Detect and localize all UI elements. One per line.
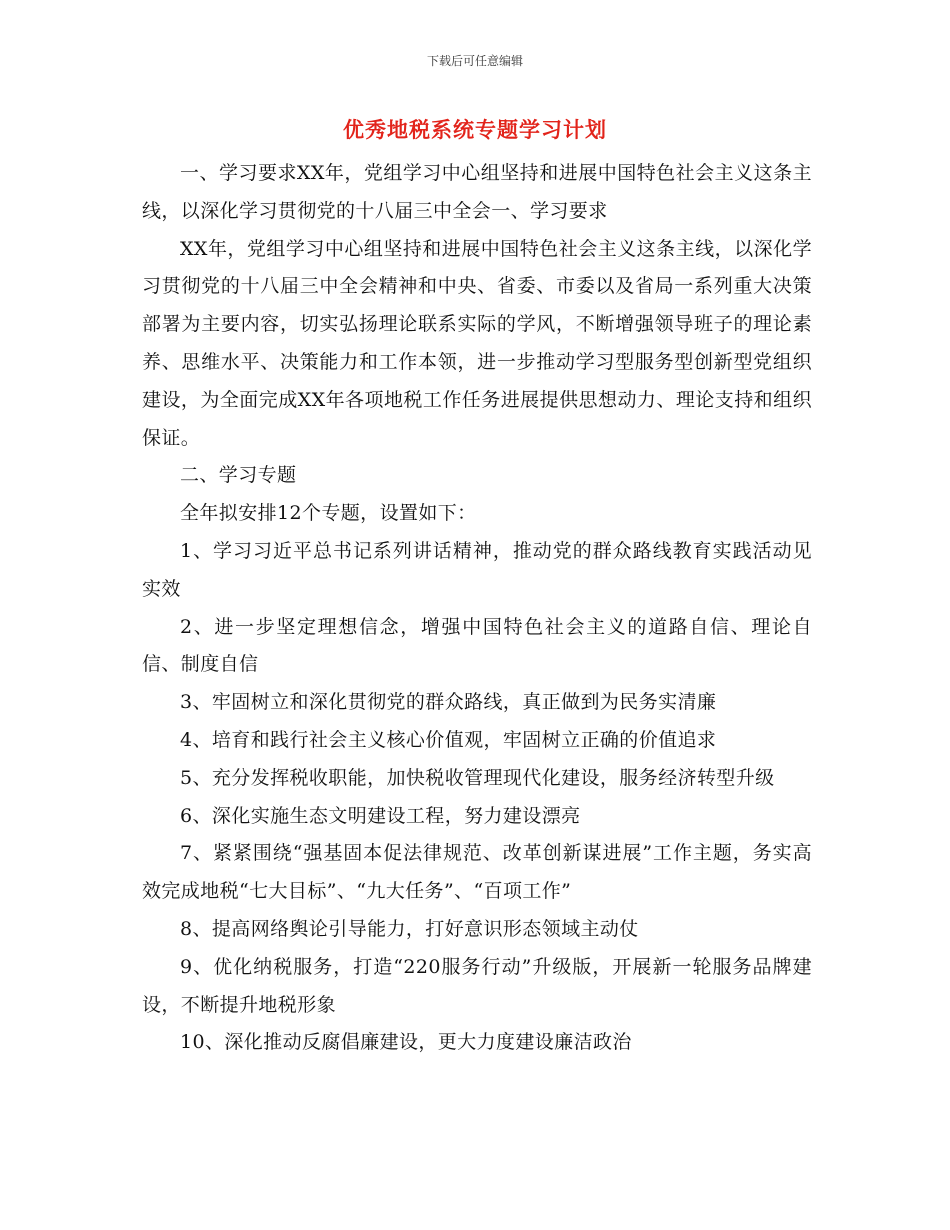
document-title: 优秀地税系统专题学习计划	[343, 117, 607, 142]
paragraph-4: 全年拟安排12个专题，设置如下：	[180, 502, 477, 525]
paragraph-11: 7、紧紧围绕“强基固本促法律规范、改革创新谋进展”工作主题，务实高效完成地税“七大目标”、“九大任务”、“百项工作”	[142, 842, 812, 903]
paragraph-10: 6、深化实施生态文明建设工程，努力建设漂亮	[180, 804, 581, 827]
paragraph-8: 4、培育和践行社会主义核心价值观，牢固树立正确的价值追求	[180, 728, 717, 751]
document-body	[142, 155, 812, 1062]
paragraph-9: 5、充分发挥税收职能，加快税收管理现代化建设，服务经济转型升级	[180, 766, 775, 789]
paragraph-14: 10、深化推动反腐倡廉建设，更大力度建设廉洁政治	[180, 1031, 632, 1054]
paragraph-7: 3、牢固树立和深化贯彻党的群众路线，真正做到为民务实清廉	[180, 691, 717, 714]
paragraph-13: 9、优化纳税服务，打造“220服务行动”升级版，开展新一轮服务品牌建设，不断提升地税形象	[142, 955, 812, 1016]
paragraph-5: 1、学习习近平总书记系列讲话精神，推动党的群众路线教育实践活动见实效	[142, 539, 812, 600]
paragraph-2: XX年，党组学习中心组坚持和进展中国特色社会主义这条主线，以深化学习贯彻党的十八届三中全会精神和中央、省委、市委以及省局一系列重大决策部署为主要内容，切实弘扬理论联系实际的学风，不断增强领导班子的理论素养、思维水平、决策能力和工作本领，进一步推动学习型服务型创新型党组织建设，为全面完成XX年各项地税工作任务进展提供思想动力、理论支持和组织保证。	[142, 237, 812, 449]
paragraph-3: 二、学习专题	[180, 464, 297, 487]
paragraph-6: 2、进一步坚定理想信念，增强中国特色社会主义的道路自信、理论自信、制度自信	[142, 615, 812, 676]
page-header-note: 下载后可任意编辑	[426, 54, 523, 68]
paragraph-1: 一、学习要求XX年，党组学习中心组坚持和进展中国特色社会主义这条主线，以深化学习贯彻党的十八届三中全会一、学习要求	[142, 162, 812, 222]
paragraph-12: 8、提高网络舆论引导能力，打好意识形态领域主动仗	[180, 917, 639, 940]
